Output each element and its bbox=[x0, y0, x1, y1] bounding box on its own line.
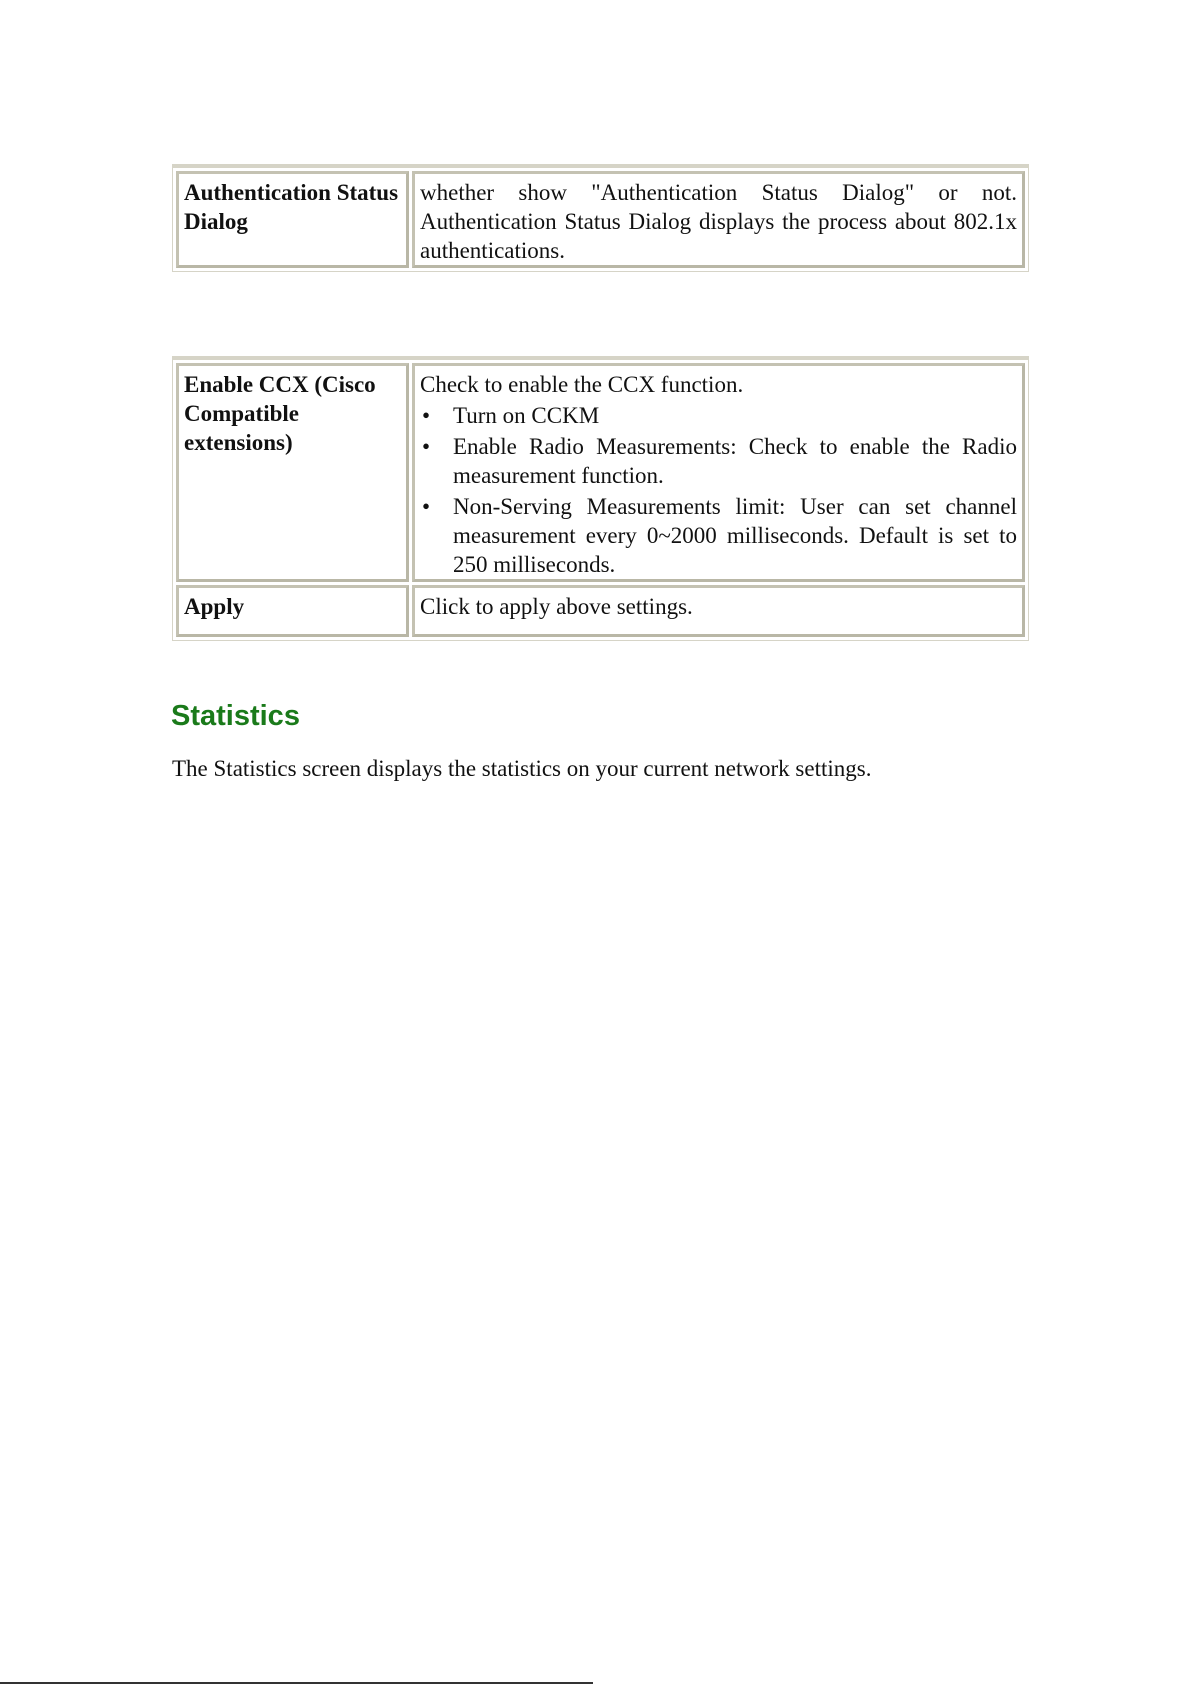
section-paragraph: The Statistics screen displays the statistics on your current network settings. bbox=[172, 756, 872, 781]
list-item bbox=[420, 492, 1017, 579]
list-item-text: Non-Serving Measurements limit: User can set channel measurement every 0~2000 milliseconds. Default is set to 250 milliseconds. bbox=[453, 494, 1017, 577]
list-item bbox=[420, 401, 1017, 430]
description-cell: Click to apply above settings. bbox=[412, 585, 1025, 637]
bullet-icon: • bbox=[422, 494, 431, 519]
table-row bbox=[176, 171, 1025, 268]
bullet-list bbox=[420, 401, 1017, 579]
term-cell: Apply bbox=[176, 585, 409, 637]
table-row bbox=[176, 585, 1025, 637]
term-cell: Authentication Status Dialog bbox=[176, 171, 409, 268]
description-intro: Check to enable the CCX function. bbox=[420, 372, 744, 397]
footnote-divider bbox=[0, 1682, 593, 1684]
list-item bbox=[420, 432, 1017, 490]
list-item-text: Enable Radio Measurements: Check to enable the Radio measurement function. bbox=[453, 434, 1017, 488]
description-cell: whether show "Authentication Status Dialog" or not. Authentication Status Dialog displays the process about 802.1x authentications. bbox=[412, 171, 1025, 268]
bullet-icon: • bbox=[422, 434, 431, 459]
table-row bbox=[176, 363, 1025, 582]
section-heading: Statistics bbox=[171, 700, 300, 732]
description-cell bbox=[412, 363, 1025, 582]
ccx-settings-table bbox=[172, 356, 1029, 641]
bullet-icon: • bbox=[422, 403, 431, 428]
authentication-settings-table bbox=[172, 164, 1029, 272]
term-cell: Enable CCX (Cisco Compatible extensions) bbox=[176, 363, 409, 582]
list-item-text: Turn on CCKM bbox=[453, 403, 600, 428]
